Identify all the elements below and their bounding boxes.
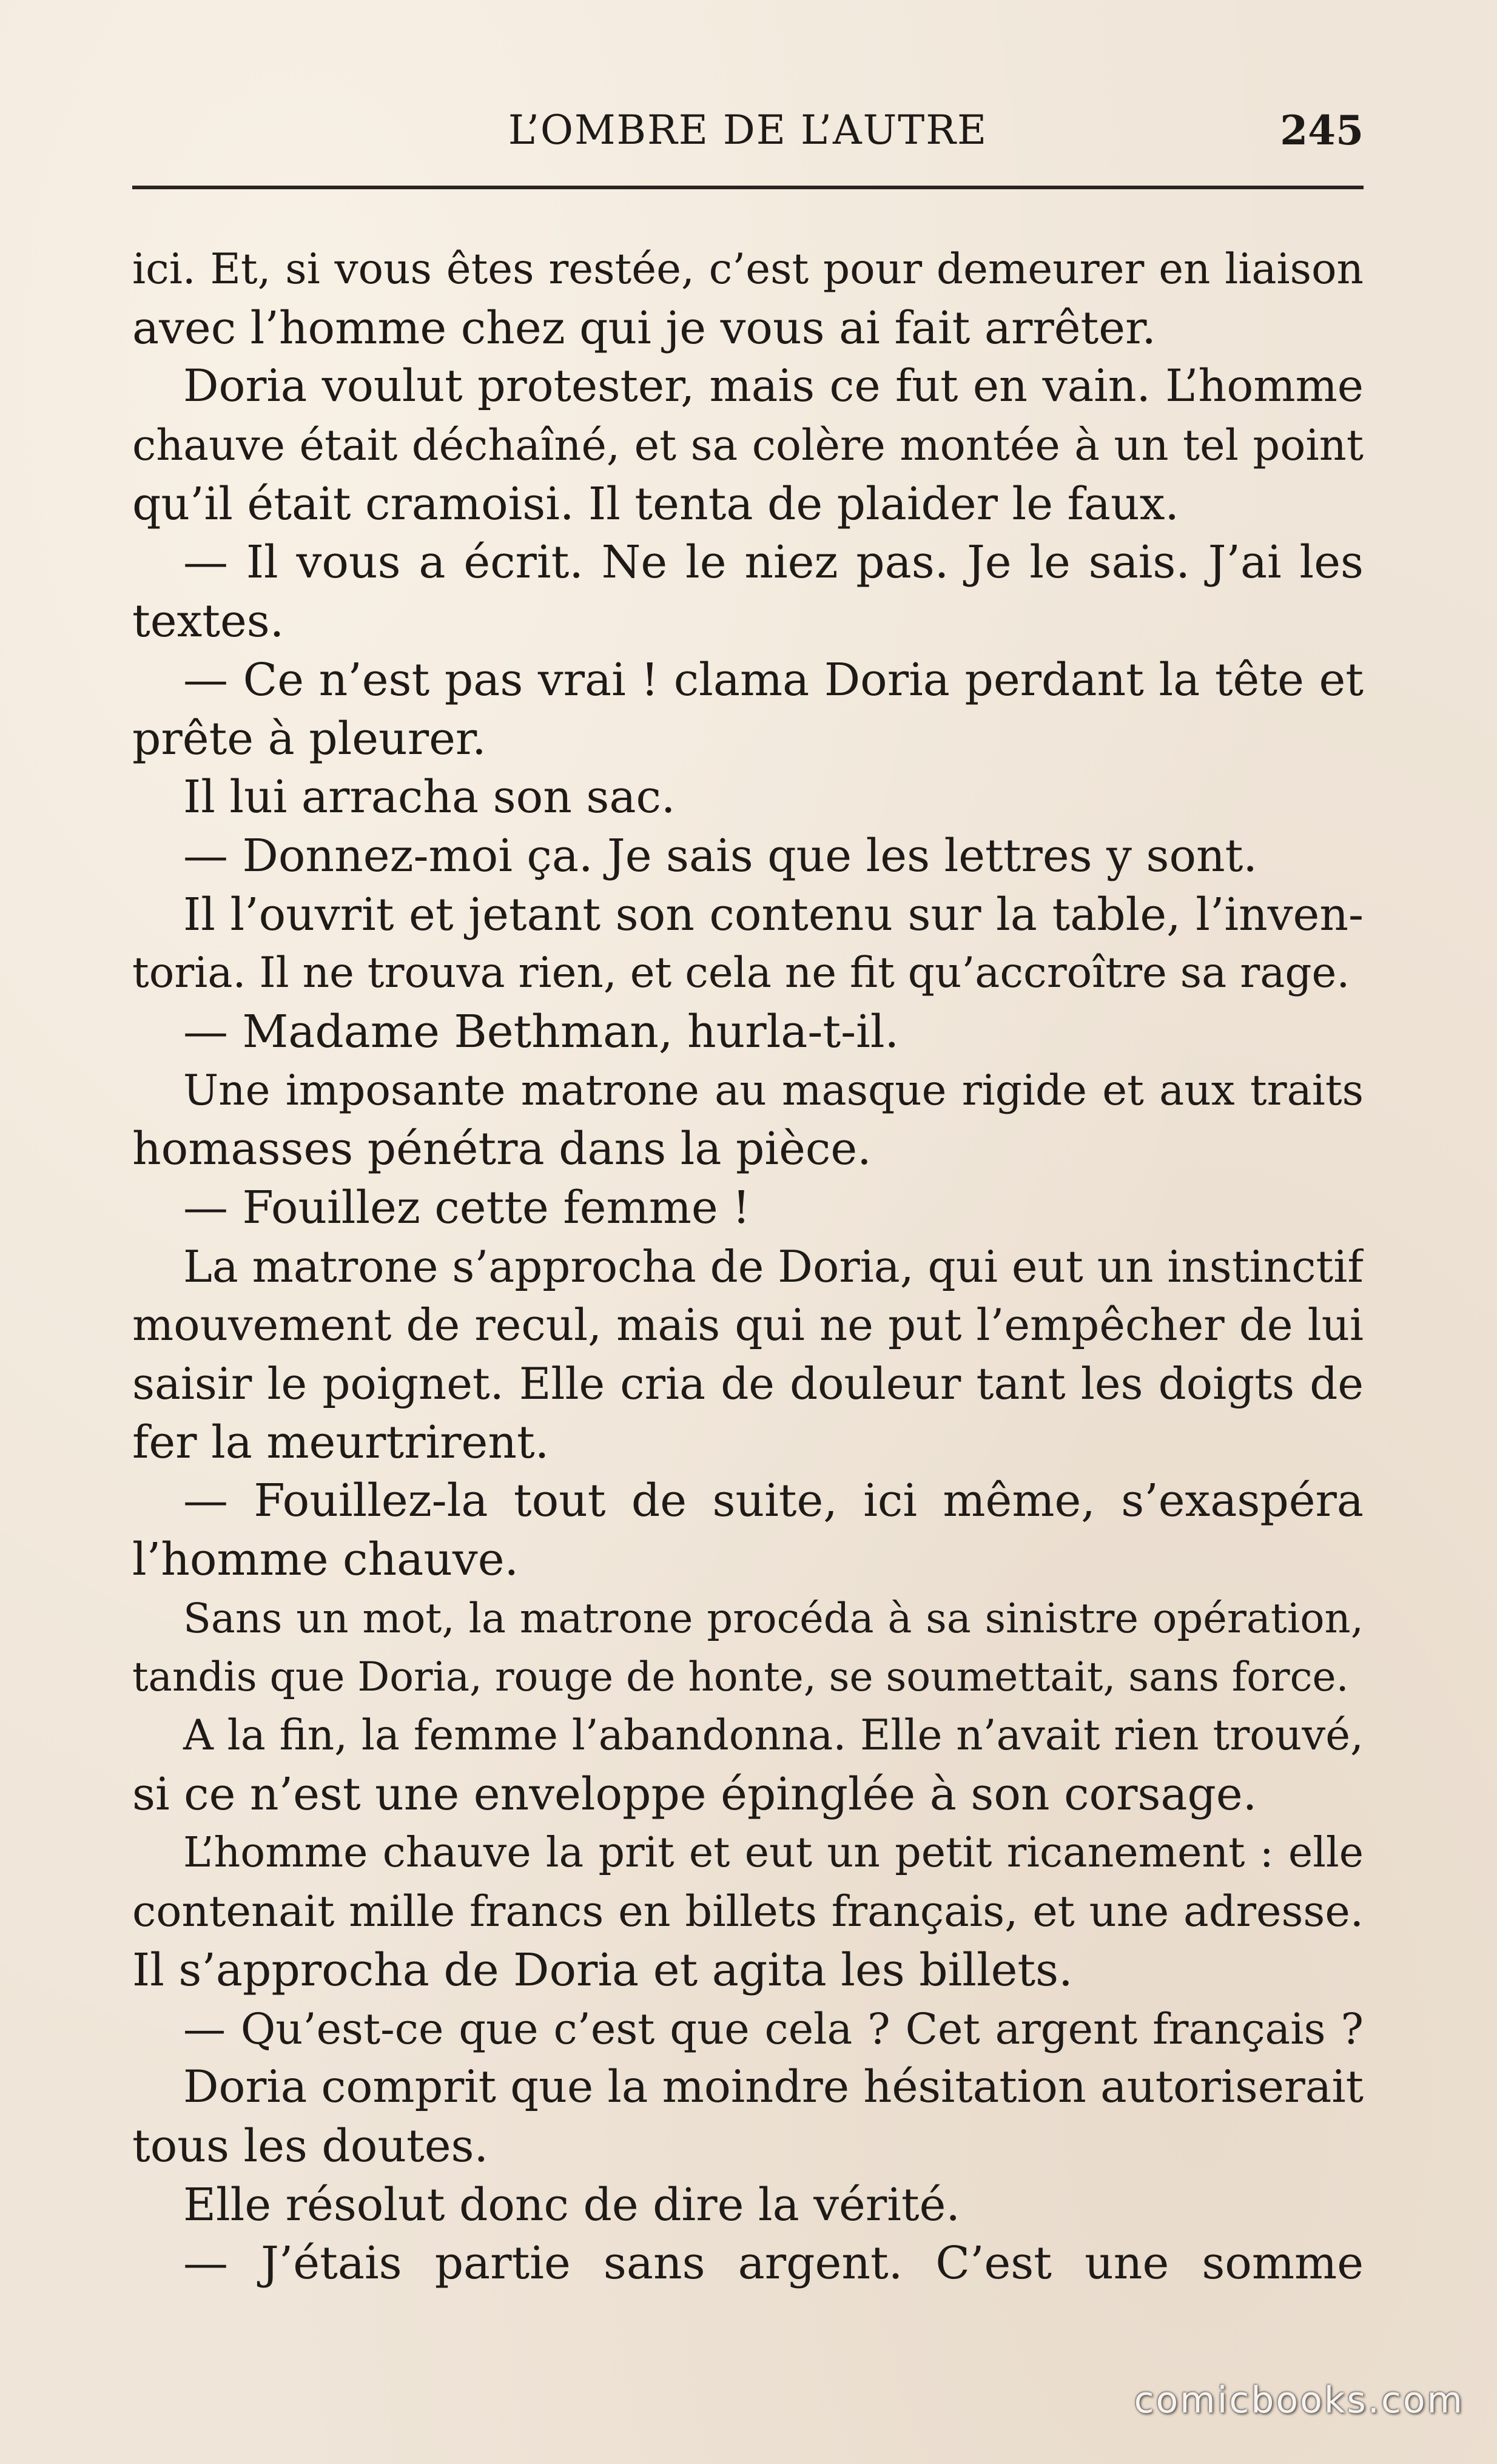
- text-line: — Donnez-moi ça. Je sais que les lettres y sont.: [183, 829, 1257, 882]
- page-number: 245: [1280, 107, 1364, 154]
- text-line: saisir le poignet. Elle cria de douleur tant les doigts de: [132, 1358, 1364, 1410]
- text-line: A la fin, la femme l’abandonna. Elle n’avait rien trouvé,: [183, 1711, 1364, 1760]
- text-line: fer la meurtrirent.: [132, 1416, 550, 1469]
- body-text: [132, 240, 1364, 2293]
- text-line: — Fouillez-la tout de suite, ici même, s’exaspéra: [183, 1475, 1364, 1527]
- text-line: l’homme chauve.: [132, 1533, 519, 1586]
- text-line: contenait mille francs en billets français, et une adresse.: [132, 1887, 1364, 1937]
- text-line: toria. Il ne trouva rien, et cela ne fit qu’accroître sa rage.: [132, 949, 1350, 998]
- text-line: homasses pénétra dans la pièce.: [132, 1123, 872, 1176]
- text-line: L’homme chauve la prit et eut un petit ricanement : elle: [183, 1828, 1364, 1877]
- text-line: Une imposante matrone au masque rigide et aux traits: [183, 1066, 1364, 1115]
- header-rule: [132, 186, 1364, 189]
- text-line: Il s’approcha de Doria et agita les billets.: [132, 1944, 1073, 1996]
- text-line: Il l’ouvrit et jetant son contenu sur la table, l’inven-: [183, 888, 1364, 941]
- text-line: chauve était déchaîné, et sa colère montée à un tel point: [132, 420, 1364, 471]
- text-line: — Fouillez cette femme !: [183, 1182, 750, 1234]
- text-line: Sans un mot, la matrone procéda à sa sinistre opération,: [183, 1594, 1364, 1642]
- text-line: — Ce n’est pas vrai ! clama Doria perdant la tête et: [183, 653, 1364, 706]
- text-line: — J’étais partie sans argent. C’est une somme: [183, 2237, 1364, 2290]
- text-line: ici. Et, si vous êtes restée, c’est pour demeurer en liaison: [132, 245, 1364, 294]
- running-title: L’OMBRE DE L’AUTRE: [508, 107, 988, 153]
- text-line: — Madame Bethman, hurla-t-il.: [183, 1005, 900, 1058]
- text-line: qu’il était cramoisi. Il tenta de plaider le faux.: [132, 477, 1179, 530]
- text-line: Elle résolut donc de dire la vérité.: [183, 2178, 960, 2231]
- running-head: [132, 103, 1364, 158]
- text-line: tous les doutes.: [132, 2120, 489, 2172]
- text-line: si ce n’est une enveloppe épinglée à son corsage.: [132, 1768, 1257, 1820]
- watermark: comicbooks.com: [1134, 2379, 1464, 2422]
- text-line: Il lui arracha son sac.: [183, 771, 676, 824]
- text-line: — Qu’est-ce que c’est que cela ? Cet argent français ?: [183, 2004, 1364, 2054]
- text-line: La matrone s’approcha de Doria, qui eut un instinctif: [183, 1240, 1364, 1292]
- text-line: prête à pleurer.: [132, 712, 486, 765]
- text-line: textes.: [132, 595, 284, 648]
- text-line: Doria comprit que la moindre hésitation autoriserait: [183, 2061, 1364, 2113]
- text-line: — Il vous a écrit. Ne le niez pas. Je le sais. J’ai les: [183, 536, 1364, 589]
- text-line: avec l’homme chez qui je vous ai fait arrêter.: [132, 301, 1156, 354]
- text-line: Doria voulut protester, mais ce fut en vain. L’homme: [183, 360, 1364, 412]
- text-line: mouvement de recul, mais qui ne put l’empêcher de lui: [132, 1299, 1364, 1351]
- text-line: tandis que Doria, rouge de honte, se soumettait, sans force.: [132, 1653, 1349, 1700]
